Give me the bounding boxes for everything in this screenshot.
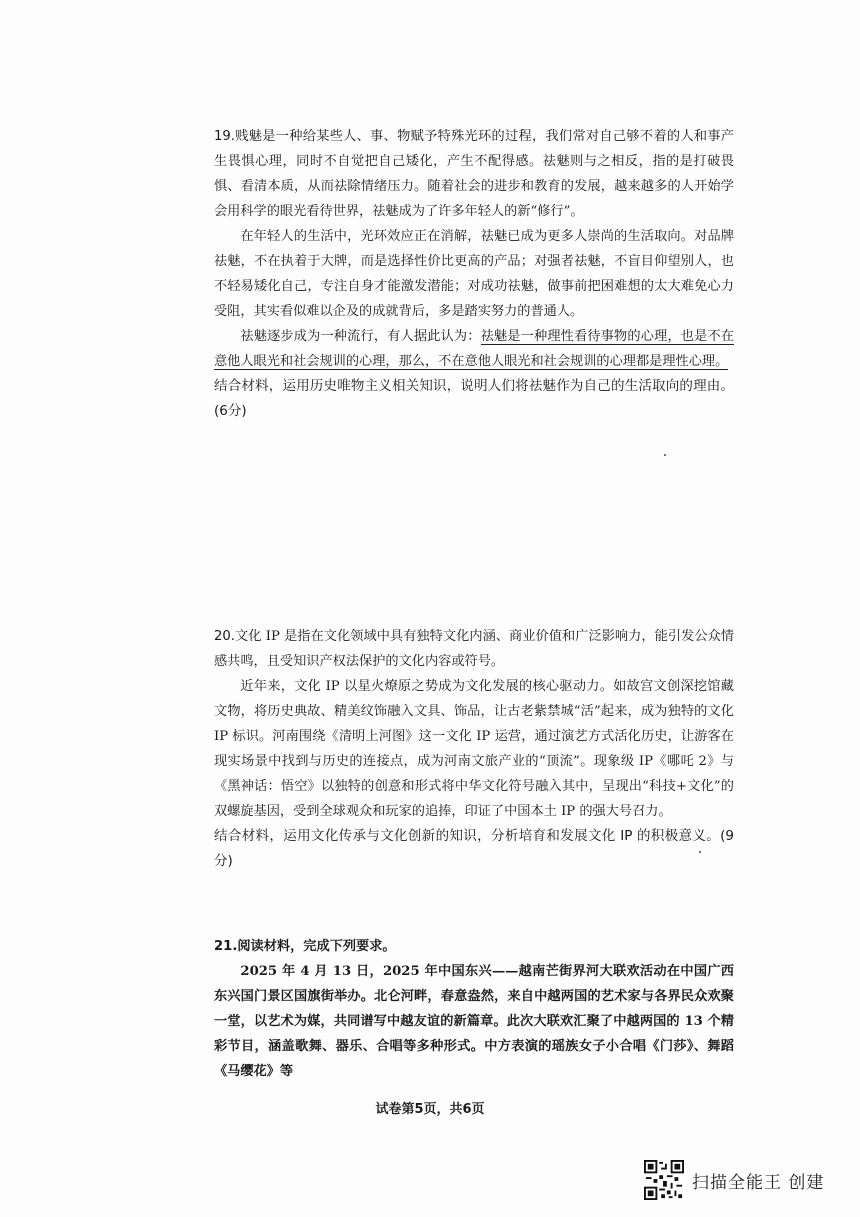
scan-speck [664, 454, 666, 456]
question-number: 19. [214, 129, 235, 144]
question-20 [214, 624, 734, 874]
question-21-para-1: 2025 年 4 月 13 日，2025 年中国东兴——越南芒街界河大联欢活动在中国广西东兴国门景区国旗街举办。北仑河畔，春意盎然，来自中越两国的艺术家与各界民众欢聚一堂，以艺术为媒，共同谱写中越友谊的新篇章。此次大联欢汇聚了中越两国的 13 个精彩节目，涵盖歌舞、器乐、合唱等多种形式。中方表演的瑶族女子小合唱《门莎》、舞蹈《马缨花》等 [214, 964, 734, 1079]
underlined-claim: 祛魅是一种理性看待事物的心理，也是不在意他人眼光和社会规训的心理，那么，不在意他人眼光和社会规训的心理都是理性心理。 [214, 329, 735, 369]
question-20-para-1: 20.文化 IP 是指在文化领域中具有独特文化内涵、商业价值和广泛影响力，能引发公众情感共鸣，且受知识产权法保护的文化内容或符号。 [214, 629, 734, 669]
question-19-para-1: 19.贱魅是一种给某些人、事、物赋予特殊光环的过程，我们常对自己够不着的人和事产生畏惧心理，同时不自觉把自己矮化，产生不配得感。祛魅则与之相反，指的是打破畏惧、看清本质，从而祛除情绪压力。随着社会的进步和教育的发展，越来越多的人开始学会用科学的眼光看待世界，祛魅成为了许多年轻人的新“修行”。 [214, 129, 734, 219]
question-19-para-3: 祛魅逐步成为一种流行，有人据此认为：祛魅是一种理性看待事物的心理，也是不在意他人眼光和社会规训的心理，那么，不在意他人眼光和社会规训的心理都是理性心理。 [214, 329, 735, 369]
question-21 [214, 934, 734, 1084]
question-21-intro: 21.阅读材料，完成下列要求。 [214, 939, 396, 954]
scan-speck [699, 851, 701, 853]
scanner-watermark [644, 1160, 824, 1200]
scanner-app-label: 扫描全能王 创建 [692, 1172, 825, 1193]
question-number: 20. [214, 629, 235, 644]
qr-code-icon [644, 1160, 684, 1200]
question-19 [214, 124, 734, 424]
page-footer: 试卷第5页，共6页 [375, 1102, 485, 1117]
question-20-prompt: 结合材料，运用文化传承与文化创新的知识，分析培育和发展文化 IP 的积极意义。(9分) [214, 828, 734, 869]
question-19-prompt: 结合材料，运用历史唯物主义相关知识，说明人们将祛魅作为自己的生活取向的理由。(6分) [214, 378, 734, 419]
question-19-para-2: 在年轻人的生活中，光环效应正在消解，祛魅已成为更多人崇尚的生活取向。对品牌祛魅，不在执着于大牌，而是选择性价比更高的产品；对强者祛魅，不盲目仰望别人，也不轻易矮化自己，专注自身才能激发潜能；对成功祛魅，做事前把困难想的太大难免心力受阻，其实看似难以企及的成就背后，多是踏实努力的普通人。 [214, 229, 734, 319]
question-20-para-2: 近年来，文化 IP 以星火燎原之势成为文化发展的核心驱动力。如故宫文创深挖馆藏文物，将历史典故、精美纹饰融入文具、饰品，让古老紫禁城“活”起来，成为独特的文化 IP 标识。河南围绕《清明上河图》这一文化 IP 运营，通过演艺方式活化历史，让游客在现实场景中找到与历史的连接点，成为河南文旅产业的“顶流”。现象级 IP《哪吒 2》与《黑神话：悟空》以独特的创意和形式将中华文化符号融入其中，呈现出“科技+文化”的双螺旋基因，受到全球观众和玩家的追捧，印证了中国本土 IP 的强大号召力。 [214, 679, 734, 819]
question-number: 21. [214, 939, 238, 954]
